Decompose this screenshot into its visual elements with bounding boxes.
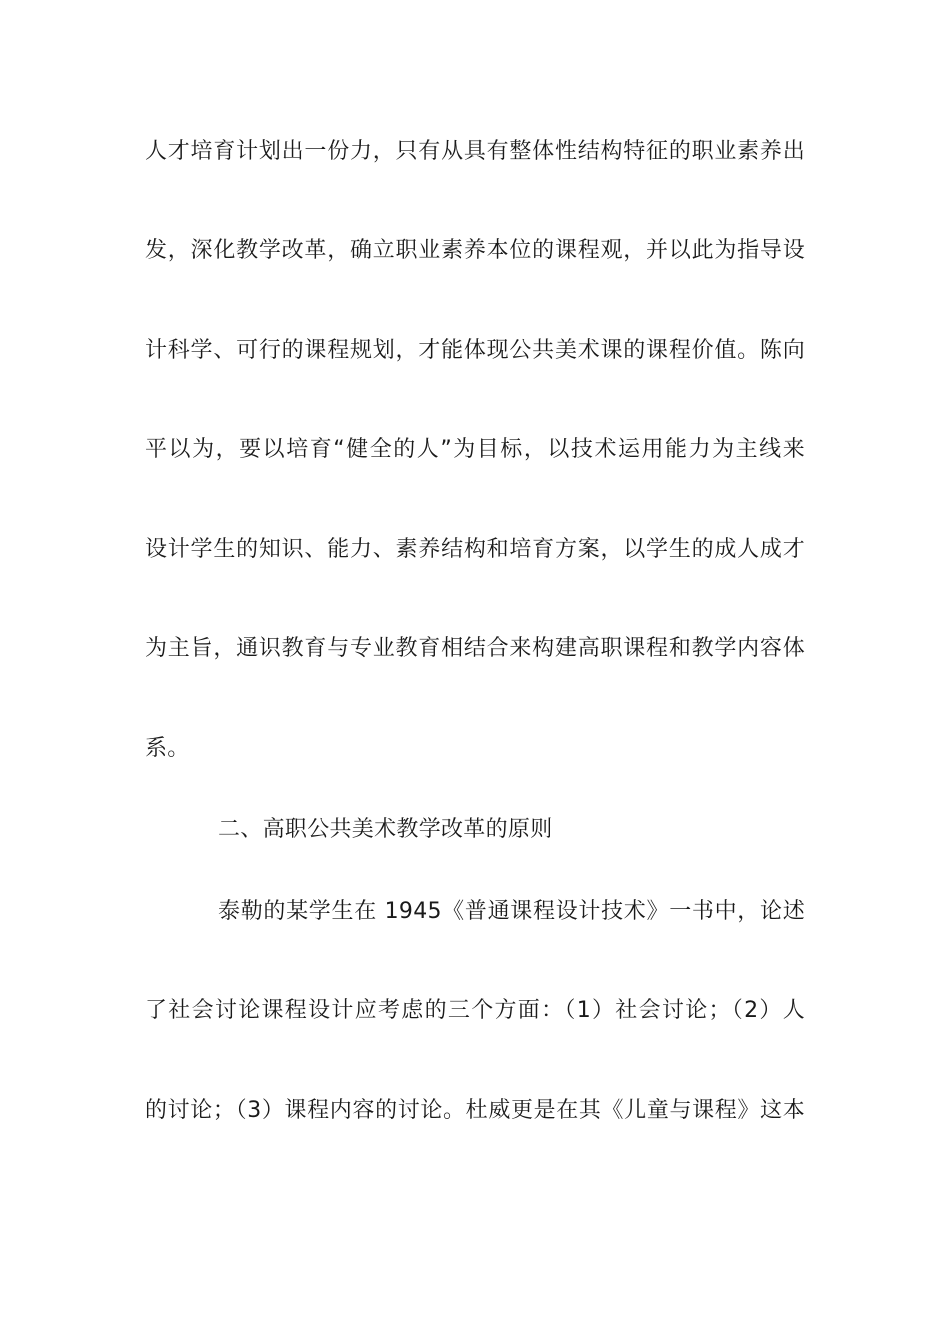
paragraph-2-line-1: 泰勒的某学生在 1945《普通课程设计技术》一书中，论述 [218, 899, 805, 924]
paragraph-1-line-5: 设计学生的知识、能力、素养结构和培育方案，以学生的成人成才 [145, 537, 805, 562]
paragraph-1-line-2: 发，深化教学改革，确立职业素养本位的课程观，并以此为指导设 [145, 238, 805, 263]
section-heading: 二、高职公共美术教学改革的原则 [218, 817, 553, 842]
paragraph-1-line-1: 人才培育计划出一份力，只有从具有整体性结构特征的职业素养出 [145, 139, 805, 164]
paragraph-2-line-3: 的讨论；（3）课程内容的讨论。杜威更是在其《儿童与课程》这本 [145, 1098, 805, 1123]
paragraph-2-line-2: 了社会讨论课程设计应考虑的三个方面：（1）社会讨论；（2）人 [145, 998, 805, 1023]
paragraph-1-line-6: 为主旨，通识教育与专业教育相结合来构建高职课程和教学内容体 [145, 636, 805, 661]
paragraph-1-line-4: 平以为，要以培育“健全的人”为目标，以技术运用能力为主线来 [145, 437, 805, 462]
paragraph-1-line-3: 计科学、可行的课程规划，才能体现公共美术课的课程价值。陈向 [145, 338, 805, 363]
paragraph-1-line-7: 系。 [145, 736, 190, 761]
